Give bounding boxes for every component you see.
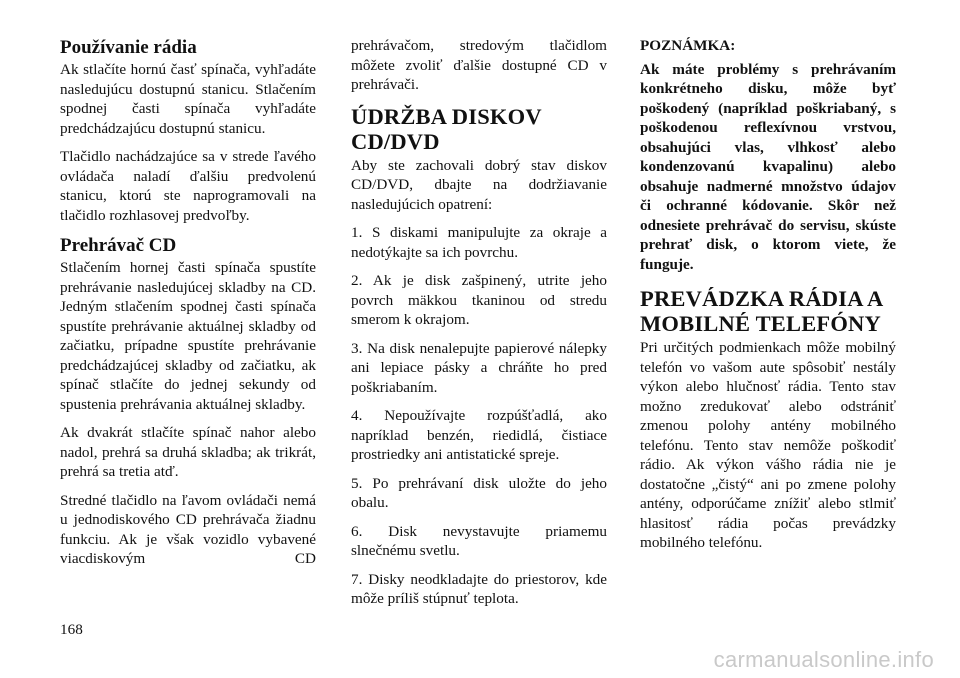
heading-disc-care — [351, 104, 607, 154]
heading-cd-player: Prehrávač CD — [60, 235, 177, 256]
page-number: 168 — [60, 621, 83, 638]
heading-line: ÚDRŽBA DISKOV — [351, 103, 542, 129]
heading-line: MOBILNÉ TELEFÓNY — [640, 311, 881, 336]
paragraph: Ak dvakrát stlačíte spínač nahor alebo nadol, prehrá sa druhá skladba; ak trikrát, prehrá sa tretia atď. — [60, 424, 316, 480]
list-item: 4. Nepoužívajte rozpúšťadlá, ako napríklad benzén, riedidlá, čistiace prostriedky ani antistatické spreje. — [351, 407, 607, 463]
heading-radio-usage: Používanie rádia — [60, 37, 197, 58]
heading-radio-mobile — [640, 286, 896, 336]
column-middle — [351, 36, 607, 618]
column-left — [60, 36, 316, 578]
paragraph: Tlačidlo nachádzajúce sa v strede ľavého ovládača naladí ďalšiu predvolenú stanicu, ktorú ste naprogramovali na tlačidlo rozhlasovej predvoľby. — [60, 148, 316, 224]
paragraph: Stlačením hornej časti spínača spustíte prehrávanie nasledujúcej skladby na CD. Jedným stlačením spodnej časti spínača spustíte prehrávanie aktuálnej skladby od začiatku, prípadne spustíte prehrávanie predchádzajúcej skladby od začiatku, ak spínač stlačíte do jednej sekundy od spustenia prehrávania aktuálnej skladby. — [60, 259, 316, 413]
paragraph: Pri určitých podmienkach môže mobilný telefón vo vašom aute spôsobiť nestály výkon alebo hlučnosť rádia. Tento stav možno zredukovať alebo odstrániť zmenou polohy antény mobilného telefónu. Tento stav nemôže poškodiť rádio. Ak výkon vášho rádia nie je dostatočne „čistý“ ani po zmene polohy antény, odporúčame znížiť alebo stlmiť hlasitosť rádia počas prevádzky mobilného telefónu. — [640, 339, 896, 551]
watermark: carmanualsonline.info — [713, 647, 934, 672]
paragraph: Ak stlačíte hornú časť spínača, vyhľadáte nasledujúcu dostupnú stanicu. Stlačením spodnej časti spínača vyhľadáte predchádzajúcu dostupnú stanicu. — [60, 61, 316, 137]
paragraph: Stredné tlačidlo na ľavom ovládači nemá u jednodiskového CD prehrávača žiadnu funkciu. Ak je však vozidlo vybavené viacdiskovým CD — [60, 491, 316, 567]
note-title: POZNÁMKA: — [640, 37, 736, 54]
heading-line: PREVÁDZKA RÁDIA A — [640, 286, 884, 311]
list-item: 7. Disky neodkladajte do priestorov, kde môže príliš stúpnuť teplota. — [351, 570, 607, 607]
list-item: 1. S diskami manipulujte za okraje a nedotýkajte sa ich povrchu. — [351, 224, 607, 261]
list-item: 2. Ak je disk zašpinený, utrite jeho povrch mäkkou tkaninou od stredu smerom k okrajom. — [351, 272, 607, 328]
paragraph: prehrávačom, stredovým tlačidlom môžete zvoliť ďalšie dostupné CD v prehrávači. — [351, 37, 607, 93]
heading-line: CD/DVD — [351, 128, 440, 154]
note-body: Ak máte problémy s prehrávaním konkrétneho disku, môže byť poškodený (napríklad poškriabaný, s poškodenou reflexívnou vrstvou, obsahujúci vlas, vlhkosť alebo kondenzovanú kvapalinu) alebo obsahuje nadmerné množstvo údajov či ochranné kódovanie. Skôr než odnesiete prehrávač do servisu, skúste prehrať disk, o ktorom viete, že funguje. — [640, 60, 896, 273]
list-item: 5. Po prehrávaní disk uložte do jeho obalu. — [351, 474, 607, 511]
list-item: 6. Disk nevystavujte priamemu slnečnému svetlu. — [351, 522, 607, 559]
list-item: 3. Na disk nenalepujte papierové nálepky ani lepiace pásky a chráňte ho pred poškriabaním. — [351, 339, 607, 396]
paragraph: Aby ste zachovali dobrý stav diskov CD/DVD, dbajte na dodržiavanie nasledujúcich opatrení: — [351, 156, 607, 213]
column-right — [640, 36, 896, 562]
